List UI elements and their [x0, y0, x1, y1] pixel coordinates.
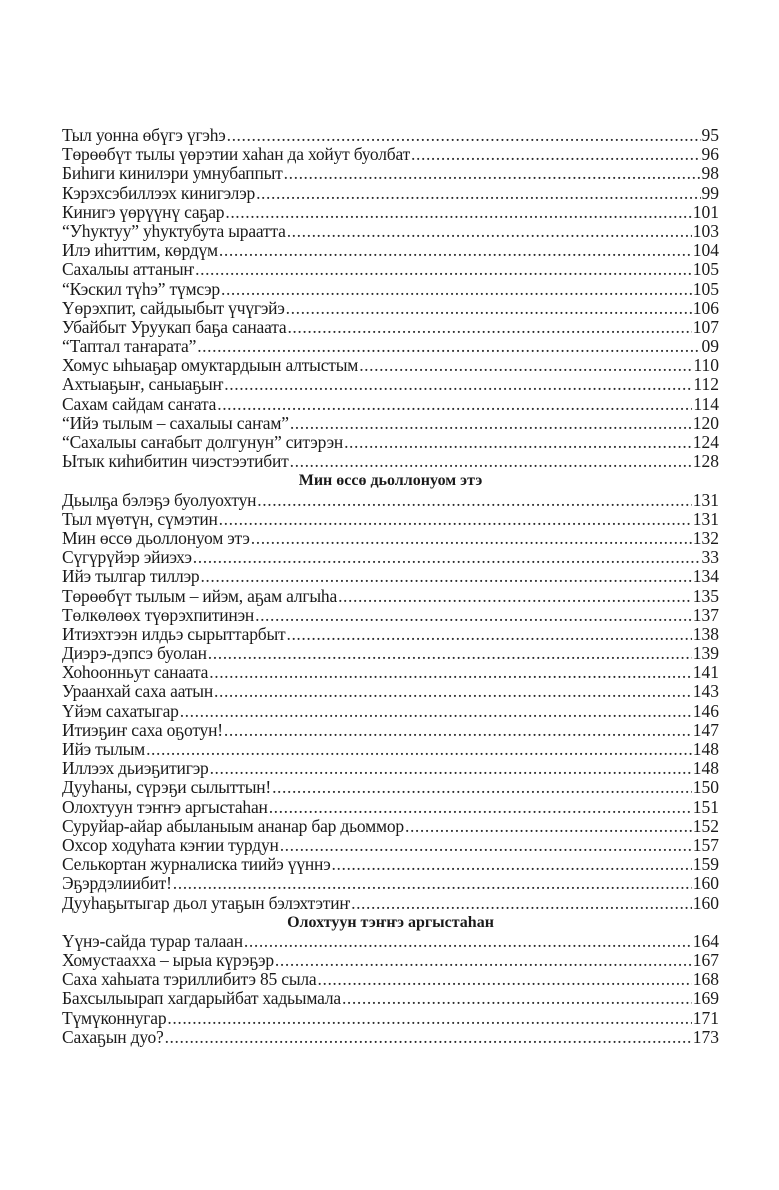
toc-entry — [62, 951, 719, 970]
entry-page-number: 139 — [692, 644, 719, 664]
entry-title: Төрөөбүт тылы үөрэтии хаһан да хойут буолбат — [62, 145, 411, 165]
entry-page-number: 147 — [692, 720, 719, 740]
entry-title: Хоһоонньут санаата — [62, 663, 209, 683]
dot-leader — [173, 874, 692, 893]
toc-entry — [62, 989, 719, 1008]
entry-page-number: 168 — [692, 970, 719, 990]
entry-page-number: 105 — [692, 279, 719, 299]
toc-entry — [62, 241, 719, 260]
entry-page-number: 131 — [692, 490, 719, 510]
dot-leader — [180, 702, 692, 721]
entry-title: Биһиги кинилэри умнубаппыт — [62, 164, 283, 184]
dot-leader — [269, 798, 692, 817]
entry-page-number: 160 — [692, 893, 719, 913]
toc-entry — [62, 529, 719, 548]
entry-title: Кэрэхсэбиллээх кинигэлэр — [62, 183, 256, 203]
toc-entry — [62, 932, 719, 951]
entry-page-number: 148 — [692, 759, 719, 779]
entry-title: Итиэҕиҥ саха оҕотун! — [62, 720, 223, 740]
entry-title: Итиэхтээн илдьэ сырыттарбыт — [62, 624, 286, 644]
dot-leader — [359, 356, 692, 375]
dot-leader — [351, 894, 692, 913]
entry-page-number: 135 — [692, 586, 719, 606]
entry-title: Кинигэ үөрүүнү саҕар — [62, 202, 225, 222]
entry-page-number: 99 — [701, 183, 719, 203]
dot-leader — [209, 663, 692, 682]
dot-leader — [255, 606, 692, 625]
dot-leader — [338, 587, 692, 606]
entry-title: Ийэ тылым — [62, 740, 146, 759]
entry-title: Суруйар-айар абыланыым ананар бар дьоммор — [62, 816, 404, 836]
entry-title: Үйэм сахатыгар — [62, 701, 179, 721]
dot-leader — [280, 836, 692, 855]
toc-entry — [62, 644, 719, 663]
entry-title: Охсор ходуһата кэҥии турдун — [62, 835, 279, 855]
dot-leader — [272, 778, 692, 797]
entry-title: “Уһуктуу” уһуктубута ыраатта — [62, 221, 286, 241]
toc-entry — [62, 740, 719, 759]
entry-title: Убайбыт Уруукап баҕа санаата — [62, 317, 287, 337]
entry-title: Үүнэ-сайда турар талаан — [62, 931, 243, 951]
dot-leader — [318, 970, 692, 989]
entry-page-number: 112 — [693, 375, 719, 395]
dot-leader — [290, 414, 692, 433]
toc-entry — [62, 164, 719, 183]
entry-page-number: 124 — [692, 433, 719, 452]
entry-title: Хомустаахха – ырыа күрэҕэр — [62, 951, 274, 971]
entry-page-number: 164 — [692, 931, 719, 951]
entry-page-number: 160 — [692, 874, 719, 894]
toc-entry — [62, 491, 719, 510]
entry-page-number: 120 — [692, 413, 719, 433]
dot-leader — [275, 951, 692, 970]
dot-leader — [411, 145, 700, 164]
entry-title: Сүгүрүйэр эйиэхэ — [62, 548, 192, 568]
toc-entry — [62, 145, 719, 164]
toc-entry — [62, 682, 719, 701]
dot-leader — [193, 548, 701, 567]
toc-entry — [62, 894, 719, 913]
dot-leader — [342, 989, 692, 1008]
entry-page-number: 173 — [692, 1027, 719, 1047]
toc-entry — [62, 318, 719, 337]
dot-leader — [251, 529, 692, 548]
dot-leader — [284, 164, 701, 183]
entry-title: Дууһаҕытыгар дьол утаҕын бэлэхтэтиҥ — [62, 893, 351, 913]
entry-page-number: 114 — [693, 394, 719, 414]
toc-entry — [62, 817, 719, 836]
dot-leader — [217, 395, 692, 414]
dot-leader — [167, 1009, 691, 1028]
entry-title: Тыл уонна өбүгэ үгэһэ — [62, 126, 226, 145]
toc-entry — [62, 375, 719, 394]
toc-entry — [62, 874, 719, 893]
entry-page-number: 141 — [692, 663, 719, 683]
dot-leader — [208, 644, 692, 663]
dot-leader — [197, 337, 700, 356]
toc-entry — [62, 606, 719, 625]
entry-page-number: 167 — [692, 951, 719, 971]
toc-entry — [62, 798, 719, 817]
toc-entry — [62, 1009, 719, 1028]
dot-leader — [221, 280, 692, 299]
dot-leader — [224, 721, 692, 740]
toc-entry — [62, 452, 719, 471]
entry-page-number: 159 — [692, 855, 719, 875]
entry-page-number: 98 — [701, 164, 719, 184]
entry-title: Ытык киһибитин чиэстээтибит — [62, 452, 289, 472]
dot-leader — [257, 491, 691, 510]
entry-title: Олохтуун тэҥҥэ аргыстаһан — [62, 797, 268, 817]
toc-entry — [62, 567, 719, 586]
section-heading: Олохтуун тэҥҥэ аргыстаһан — [287, 913, 494, 931]
toc-entry — [62, 222, 719, 241]
entry-page-number: 134 — [692, 567, 719, 587]
toc-entry — [62, 587, 719, 606]
toc-entry — [62, 433, 719, 452]
entry-page-number: 132 — [692, 528, 719, 548]
toc-entry — [62, 395, 719, 414]
entry-title: Сахаҕын дуо? — [62, 1027, 164, 1047]
dot-leader — [344, 433, 692, 452]
dot-leader — [210, 759, 692, 778]
entry-page-number: 150 — [692, 778, 719, 798]
entry-title: Мин өссө дьоллонуом этэ — [62, 528, 250, 548]
dot-leader — [200, 567, 691, 586]
entry-title: Сахалыы аттаныҥ — [62, 260, 195, 280]
entry-page-number: 09 — [701, 337, 719, 357]
toc-entry — [62, 414, 719, 433]
entry-title: Хомус ыһыаҕар омуктардыын алтыстым — [62, 356, 359, 376]
entry-title: Дьылҕа бэлэҕэ буолуохтун — [62, 490, 257, 510]
entry-title: Түмүконнугар — [62, 1008, 167, 1028]
entry-page-number: 101 — [692, 202, 719, 222]
entry-page-number: 104 — [692, 241, 719, 261]
entry-page-number: 148 — [692, 740, 719, 759]
entry-title: “Сахалыы саҥабыт долгунун” ситэрэн — [62, 433, 344, 452]
entry-title: Төлкөлөөх түөрэхпитинэн — [62, 605, 255, 625]
toc-entry — [62, 356, 719, 375]
entry-page-number: 95 — [701, 126, 719, 145]
entry-page-number: 107 — [692, 317, 719, 337]
entry-title: Эҕэрдэлиибит! — [62, 874, 172, 894]
entry-page-number: 33 — [701, 548, 719, 568]
entry-title: Илэ иһиттим, көрдүм — [62, 241, 218, 261]
entry-page-number: 105 — [692, 260, 719, 280]
toc-entry — [62, 855, 719, 874]
entry-title: Диэрэ-дэпсэ буолан — [62, 644, 207, 664]
entry-page-number: 131 — [692, 509, 719, 529]
toc-entry — [62, 126, 719, 145]
toc-entry — [62, 280, 719, 299]
dot-leader — [195, 260, 692, 279]
toc-entry — [62, 184, 719, 203]
toc-entry — [62, 337, 719, 356]
entry-title: Дууһаны, сүрэҕи сылыттын! — [62, 778, 272, 798]
entry-page-number: 143 — [692, 682, 719, 702]
entry-title: “Ийэ тылым – сахалыы саҥам” — [62, 413, 289, 433]
dot-leader — [256, 184, 700, 203]
dot-leader — [405, 817, 692, 836]
entry-title: Ийэ тылгар тиллэр — [62, 567, 200, 587]
entry-title: Төрөөбүт тылым – ийэм, аҕам алгыһа — [62, 586, 338, 606]
toc-entry — [62, 721, 719, 740]
entry-page-number: 151 — [692, 797, 719, 817]
entry-title: Ураанхай саха аатын — [62, 682, 213, 702]
dot-leader — [227, 126, 701, 145]
dot-leader — [146, 740, 692, 759]
dot-leader — [225, 203, 691, 222]
dot-leader — [165, 1028, 692, 1047]
entry-page-number: 128 — [692, 452, 719, 472]
toc-entry — [62, 759, 719, 778]
entry-title: Иллээх дьиэҕитигэр — [62, 759, 209, 779]
toc-entry — [62, 299, 719, 318]
toc-entry — [62, 663, 719, 682]
toc-entry — [62, 1028, 719, 1047]
entry-title: Сахам сайдам саҥата — [62, 394, 217, 414]
entry-title: Үөрэхпит, сайдыыбыт үчүгэйэ — [62, 298, 285, 318]
toc-entry — [62, 510, 719, 529]
entry-title: Бахсылыырап хагдарыйбат хадьымала — [62, 989, 341, 1009]
entry-page-number: 169 — [692, 989, 719, 1009]
dot-leader — [219, 241, 692, 260]
entry-page-number: 106 — [692, 298, 719, 318]
toc-entry — [62, 970, 719, 989]
dot-leader — [214, 682, 692, 701]
entry-page-number: 110 — [693, 356, 719, 376]
section-heading: Мин өссө дьоллонуом этэ — [298, 472, 483, 490]
dot-leader — [286, 299, 692, 318]
toc-entry — [62, 203, 719, 222]
table-of-contents — [62, 126, 719, 1047]
entry-page-number: 138 — [692, 624, 719, 644]
dot-leader — [332, 855, 692, 874]
entry-title: Селькортан журналиска тиийэ үүннэ — [62, 855, 331, 875]
entry-page-number: 157 — [692, 835, 719, 855]
dot-leader — [244, 932, 692, 951]
entry-page-number: 103 — [692, 221, 719, 241]
entry-page-number: 146 — [692, 701, 719, 721]
entry-title: “Кэскил түһэ” түмсэр — [62, 279, 220, 299]
toc-entry — [62, 548, 719, 567]
entry-title: Саха хаһыата тэриллибитэ 85 сыла — [62, 970, 317, 990]
dot-leader — [219, 510, 692, 529]
entry-title: Ахтыаҕыҥ, саныаҕыҥ — [62, 375, 224, 395]
toc-entry — [62, 702, 719, 721]
entry-page-number: 152 — [692, 816, 719, 836]
dot-leader — [224, 375, 692, 394]
toc-entry — [62, 260, 719, 279]
dot-leader — [287, 318, 691, 337]
entry-page-number: 96 — [701, 145, 719, 165]
toc-entry — [62, 625, 719, 644]
entry-page-number: 171 — [692, 1008, 719, 1028]
entry-title: “Таптал таҥарата” — [62, 337, 197, 357]
dot-leader — [290, 452, 692, 471]
dot-leader — [286, 625, 691, 644]
entry-title: Тыл мүөтүн, сүмэтин — [62, 509, 218, 529]
toc-entry — [62, 778, 719, 797]
entry-page-number: 137 — [692, 605, 719, 625]
dot-leader — [287, 222, 692, 241]
toc-entry — [62, 836, 719, 855]
